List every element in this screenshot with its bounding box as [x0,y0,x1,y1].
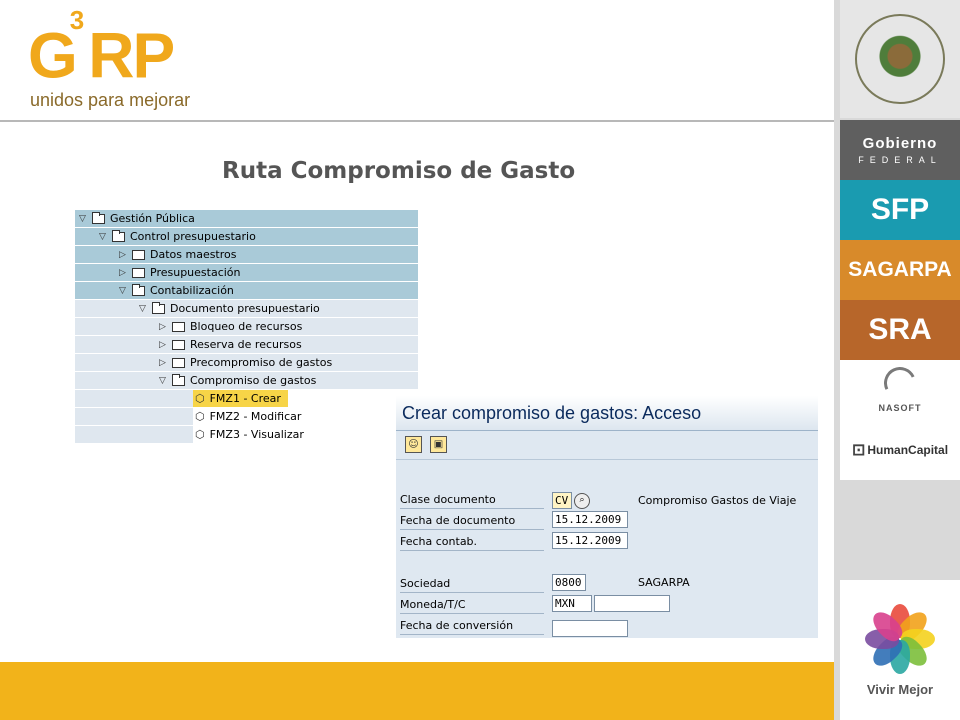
expand-triangle-icon[interactable]: ▽ [159,375,166,386]
folder-open-icon [92,214,105,224]
folder-icon [132,268,145,278]
fecha-contab-input[interactable]: 15.12.2009 [552,532,628,549]
tree-node-fmz1-crear[interactable] [193,390,288,408]
footer-accent-bar [0,662,834,720]
tree-node-documento-presupuestario[interactable] [75,300,418,318]
fecha-documento-label: Fecha de documento [400,511,544,530]
tree-node-label: Gestión Pública [110,212,195,225]
sap-application-toolbar [396,431,818,460]
tree-indent-fill [75,426,193,444]
collapse-triangle-icon[interactable]: ▷ [159,357,166,368]
institution-sidebar [834,0,960,720]
tree-node-label: Presupuestación [150,266,241,279]
fecha-documento-input[interactable]: 15.12.2009 [552,511,628,528]
expand-triangle-icon[interactable]: ▽ [99,231,106,242]
tree-node-contabilizacion[interactable] [75,282,418,300]
sociedad-description: SAGARPA [638,576,690,589]
tipo-cambio-input[interactable] [594,595,670,612]
clase-documento-input[interactable]: CV [552,492,572,509]
fecha-conversion-input[interactable] [552,620,628,637]
humancapital-mark-icon: ⊡ [851,442,866,459]
tree-node-label: Control presupuestario [130,230,256,243]
folder-open-icon [112,232,125,242]
mexico-seal-logo [840,0,960,118]
sagarpa-logo: SAGARPA [840,240,960,300]
expand-triangle-icon[interactable]: ▽ [119,285,126,296]
tree-node-label: Datos maestros [150,248,237,261]
tree-indent-fill [75,390,193,408]
tree-node-label: Contabilización [150,284,234,297]
tree-node-label: FMZ3 - Visualizar [209,428,304,441]
folder-open-icon [132,286,145,296]
fecha-conversion-label: Fecha de conversión [400,616,544,635]
sfp-logo: SFP [840,180,960,240]
logo-tagline: unidos para mejorar [30,90,191,110]
value-help-icon[interactable]: ⌕ [574,493,590,509]
expand-triangle-icon[interactable]: ▽ [139,303,146,314]
sociedad-label: Sociedad [400,574,544,593]
folder-open-icon [172,376,185,386]
clase-documento-label: Clase documento [400,490,544,509]
tree-node-control-presupuestario[interactable] [75,228,418,246]
eagle-icon [873,32,927,86]
transaction-cube-icon: ⬡ [195,392,205,405]
tree-node-precompromiso-gastos[interactable] [75,354,418,372]
g3rp-logo [28,5,208,114]
header-divider [0,120,834,122]
transaction-cube-icon: ⬡ [195,428,205,441]
tree-node-label: FMZ1 - Crear [209,392,281,405]
tree-node-label: Bloqueo de recursos [190,320,303,333]
humancapital-logo: ⊡ HumanCapital [840,420,960,480]
sap-menu-tree [75,210,418,442]
transaction-cube-icon: ⬡ [195,410,205,423]
tree-node-datos-maestros[interactable] [75,246,418,264]
tree-node-label: Compromiso de gastos [190,374,317,387]
fecha-contab-label: Fecha contab. [400,532,544,551]
folder-icon [172,340,185,350]
gobierno-federal-logo: Gobierno FEDERAL [840,120,960,180]
tree-node-label: FMZ2 - Modificar [209,410,302,423]
tree-node-label: Reserva de recursos [190,338,302,351]
flower-icon [865,604,935,674]
tree-node-fmz2-modificar[interactable] [193,408,323,426]
sociedad-input[interactable]: 0800 [552,574,586,591]
tree-node-compromiso-gastos[interactable] [75,372,418,390]
folder-icon [132,250,145,260]
moneda-tc-label: Moneda/T/C [400,595,544,614]
tree-indent-fill [75,408,193,426]
folder-icon [172,358,185,368]
folder-icon [172,322,185,332]
page-title: Ruta Compromiso de Gasto [222,158,576,184]
person-icon[interactable]: ☺ [405,436,422,453]
sap-transaction-window [396,396,818,638]
nasoft-logo: NASOFT [840,360,960,420]
expand-triangle-icon[interactable]: ▽ [79,213,86,224]
moneda-input[interactable]: MXN [552,595,592,612]
collapse-triangle-icon[interactable]: ▷ [159,321,166,332]
folder-open-icon [152,304,165,314]
tree-node-label: Precompromiso de gastos [190,356,333,369]
nasoft-swirl-icon [879,362,920,403]
sap-title-bar [396,396,818,431]
seal-circle-icon [855,14,945,104]
copy-doc-icon[interactable]: ▣ [430,436,447,453]
tree-node-gestion-publica[interactable] [75,210,418,228]
collapse-triangle-icon[interactable]: ▷ [159,339,166,350]
tree-node-bloqueo-recursos[interactable] [75,318,418,336]
sra-logo: SRA [840,300,960,360]
collapse-triangle-icon[interactable]: ▷ [119,267,126,278]
tree-node-fmz3-visualizar[interactable] [193,426,323,444]
sap-form [396,460,818,638]
clase-documento-description: Compromiso Gastos de Viaje [638,494,797,507]
sap-screen-title: Crear compromiso de gastos: Acceso [402,403,702,423]
logo-mark: $G^3RP$ [28,5,174,92]
vivir-mejor-logo: Vivir Mejor [840,580,960,720]
tree-node-presupuestacion[interactable] [75,264,418,282]
tree-node-label: Documento presupuestario [170,302,320,315]
tree-node-reserva-recursos[interactable] [75,336,418,354]
collapse-triangle-icon[interactable]: ▷ [119,249,126,260]
